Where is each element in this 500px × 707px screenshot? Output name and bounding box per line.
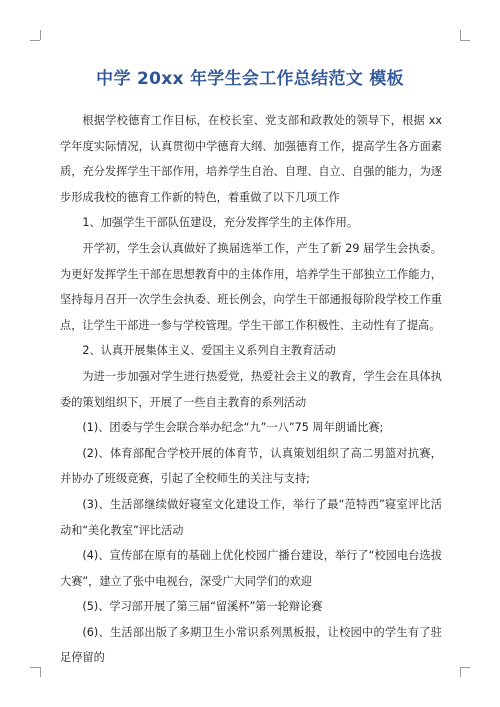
section-heading-1: 1、加强学生干部队伍建设，充分发挥学生的主体作用。 xyxy=(82,216,359,230)
list-item-5: (5)、学习部开展了第三届“留溪杯”第一轮辩论赛 xyxy=(82,600,323,614)
paragraph-activities-intro: 为进一步加强对学生进行热爱党，热爱社会主义的教育，学生会在具体执委的策划组织下，开展了一些自主教育的系列活动 xyxy=(60,369,442,409)
list-item-3: (3)、生活部继续做好寝室文化建设工作，举行了最“范特西”寝室评比活动和“美化教室”评比活动 xyxy=(60,497,442,537)
list-item-1: (1)、团委与学生会联合举办纪念“九”一八”75 周年朗诵比赛; xyxy=(82,421,384,435)
list-item-4: (4)、宣传部在原有的基础上优化校园广播台建设，举行了“校园电台选拔大赛”，建立了张中电视台，深受广大同学们的欢迎 xyxy=(60,549,442,588)
document-body xyxy=(60,108,442,671)
intro-paragraph: 根据学校德育工作目标，在校长室、党支部和政教处的领导下，根据 xx 学年度实际情况，认真贯彻中学德育大纲、加强德育工作，提高学生各方面素质，充分发挥学生干部作用，培养学生自治、自理、自立、自强的能力，为逐步形成我校的德育工作新的特色，着重做了以下几项工作 xyxy=(60,114,442,204)
paragraph-student-cadre: 开学初，学生会认真做好了换届选举工作，产生了新 29 届学生会执委。为更好发挥学生干部在思想教育中的主体作用，培养学生干部独立工作能力，坚持每月召开一次学生会执委、班长例会，向学生干部通报每阶段学校工作重点，让学生干部进一参与学校管理。学生干部工作积极性、主动性有了提高。 xyxy=(60,241,442,332)
list-item-6: (6)、生活部出版了多期卫生小常识系列黑板报，让校园中的学生有了驻足停留的 xyxy=(60,625,442,665)
document-title: 中学 20xx 年学生会工作总结范文 模板 xyxy=(96,69,404,89)
list-item-2: (2)、体育部配合学校开展的体育节，认真策划组织了高二男篮对抗赛，并协办了班级竞赛，引起了全校师生的关注与支持; xyxy=(60,446,442,486)
section-heading-2: 2、认真开展集体主义、爱国主义系列自主教育活动 xyxy=(82,344,336,358)
